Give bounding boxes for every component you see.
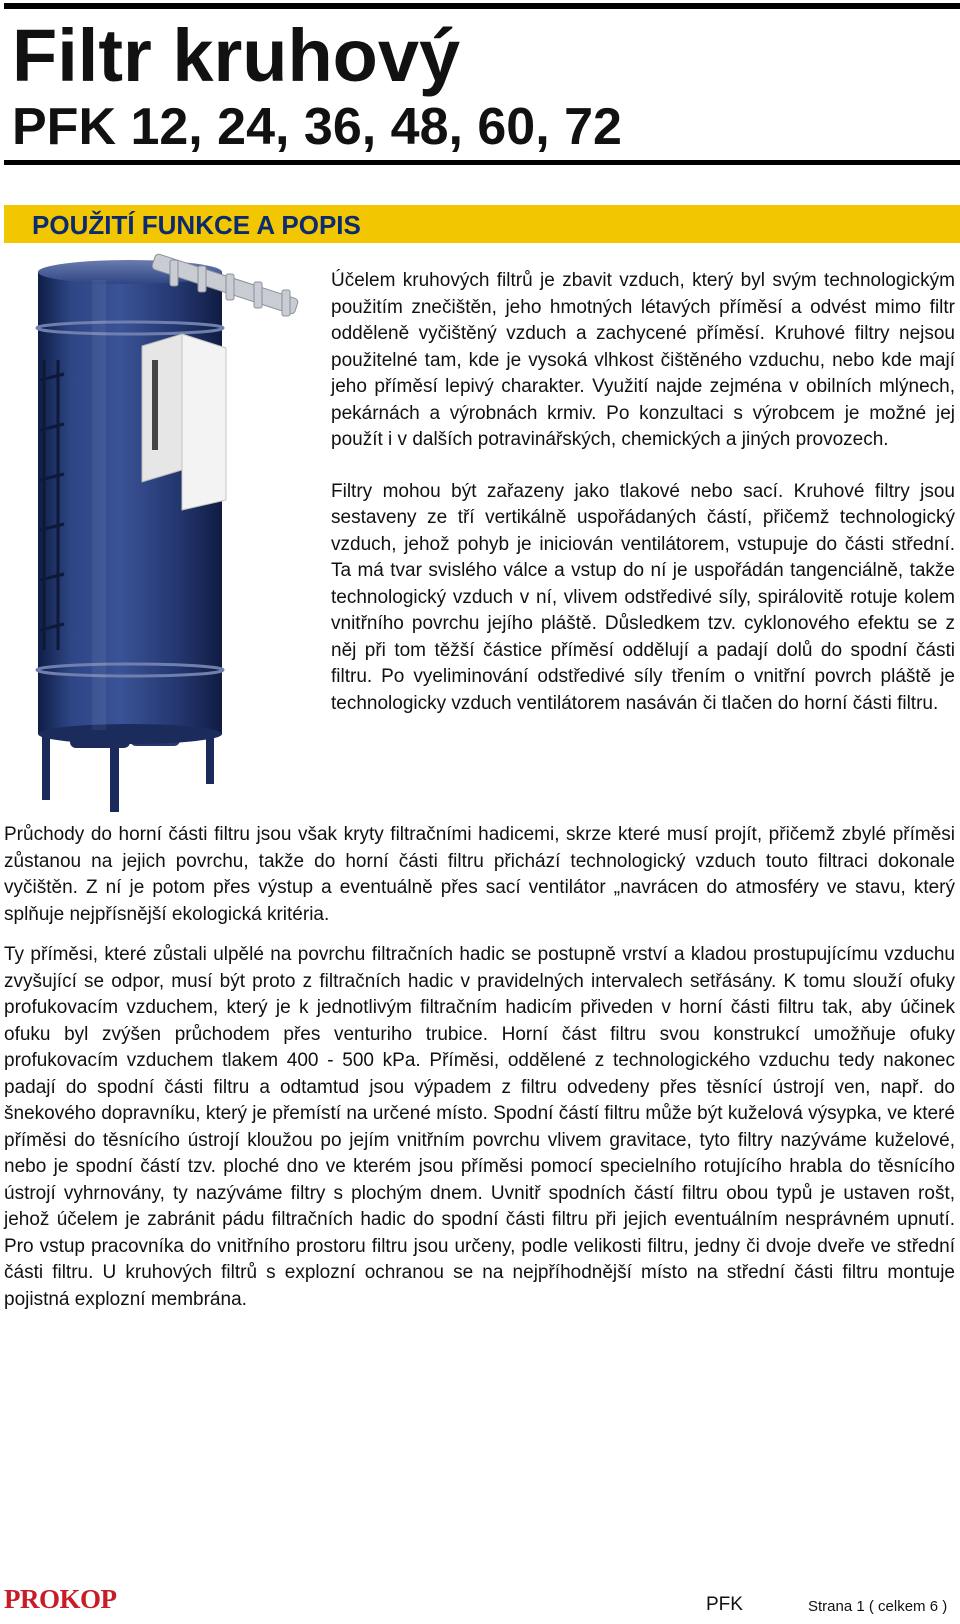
paragraph-purpose: Účelem kruhových filtrů je zbavit vzduch, který byl svým technologickým použitím znečištěn, jeho hmotných létavých příměsí a odvést mimo filtr odděleně vyčištěný vzduch a zachycené příměsí. Kruhové filtry nejsou použitelné tam, kde je vysoká vlhkost čištěného vzduchu, nebo kde mají jeho příměsí lepivý charakter. Využití najde zejména v obilních mlýnech, pekárnách a výrobnách krmiv. Po konzultaci s výrobcem je možné jej použít i v dalších potravinářských, chemických a jiných provozech. — [331, 270, 955, 450]
document-title: Filtr kruhový — [12, 14, 461, 97]
paragraph-filtration: Průchody do horní části filtru jsou však kryty filtračními hadicemi, skrze které musí projít, přičemž zbylé příměsi zůstanou na jejich povrchu, takže do horní části filtru přichází technologický vzduch touto filtraci dokonale vyčištěn. Z ní je potom přes výstup a eventuálně přes sací ventilátor „navrácen do atmosféry ve stavu, který splňuje nejpřísnější ekologická kritéria. — [4, 824, 955, 925]
circular-filter-photo — [30, 250, 316, 816]
section-title: POUŽITÍ FUNKCE A POPIS — [32, 210, 361, 240]
paragraph-cleaning: Ty příměsi, které zůstali ulpělé na povrchu filtračních hadic se postupně vrství a kladou prostupujícímu vzduchu zvyšující se odpor, musí být proto z filtračních hadic v pravidelných intervalech setřásány. K tomu slouží ofuky profukovacím vzduchem, který je k jednotlivým filtračním hadicím přiveden v horní části filtru tak, aby účinek ofuku byl zvýšen průchodem přes venturiho trubice. Horní část filtru svou konstrukcí umožňuje ofuky profukovacím vzduchem tlakem 400 - 500 kPa. Příměsi, oddělené z technologického vzduchu tedy nakonec padají do spodní části filtru a odtamtud jsou výpadem z filtru odvedeny přes těsnící ústrojí ven, např. do šnekového dopravníku, který je přemístí na určené místo. Spodní částí filtru může být kuželová výsypka, ve které příměsi do těsnícího ústrojí kloužou po jejím vnitřním povrchu vlivem gravitace, tyto filtry nazýváme kuželové, nebo je spodní částí tzv. ploché dno ve kterém jsou příměsi pomocí specielního rotujícího hrabla do těsnícího ústrojí vyhrnovány, ty nazýváme filtry s plochým dnem. Uvnitř spodních částí filtru obou typů je ustaven rošt, jehož účelem je zabránit pádu filtračních hadic do spodní části filtru při jejich eventuálním nesprávném upnutí. Pro vstup pracovníka do vnitřního prostoru filtru jsou určeny, podle velikosti filtru, jedny či dvoje dveře ve střední části filtru. U kruhových filtrů s explozní ochranou se na nejpříhodnější místo na střední části filtru montuje pojistná explozní membrána. — [4, 944, 955, 1310]
header-rule — [4, 160, 960, 165]
footer-product-code: PFK — [706, 1594, 743, 1615]
section-band — [4, 205, 960, 243]
footer-page-number: Strana 1 ( celkem 6 ) — [808, 1598, 948, 1615]
company-logo: PROKOP — [4, 1584, 117, 1614]
document-subtitle: PFK 12, 24, 36, 48, 60, 72 — [12, 98, 622, 156]
paragraph-construction: Filtry mohou být zařazeny jako tlakové nebo sací. Kruhové filtry jsou sestaveny ze tří vertikálně uspořádaných částí, přičemž technologický vzduch, jehož pohyb je iniciován ventilátorem, vstupuje do části střední. Ta má tvar svislého válce a vstup do ní je uspořádán tangenciálně, takže technologický vzduch v ní, vlivem odstředivé síly, spirálovitě rotuje kolem vnitřního povrchu jejího pláště. Důsledkem tzv. cyklonového efektu se z něj při tom těžší částice příměsí oddělují a padají dolů do spodní části filtru. Po vyeliminování odstředivé síly třením o vnitřní povrch pláště je technologicky vzduch ventilátorem nasáván či tlačen do horní části filtru. — [331, 480, 955, 714]
top-rule — [4, 3, 960, 9]
intro-text — [331, 268, 955, 717]
